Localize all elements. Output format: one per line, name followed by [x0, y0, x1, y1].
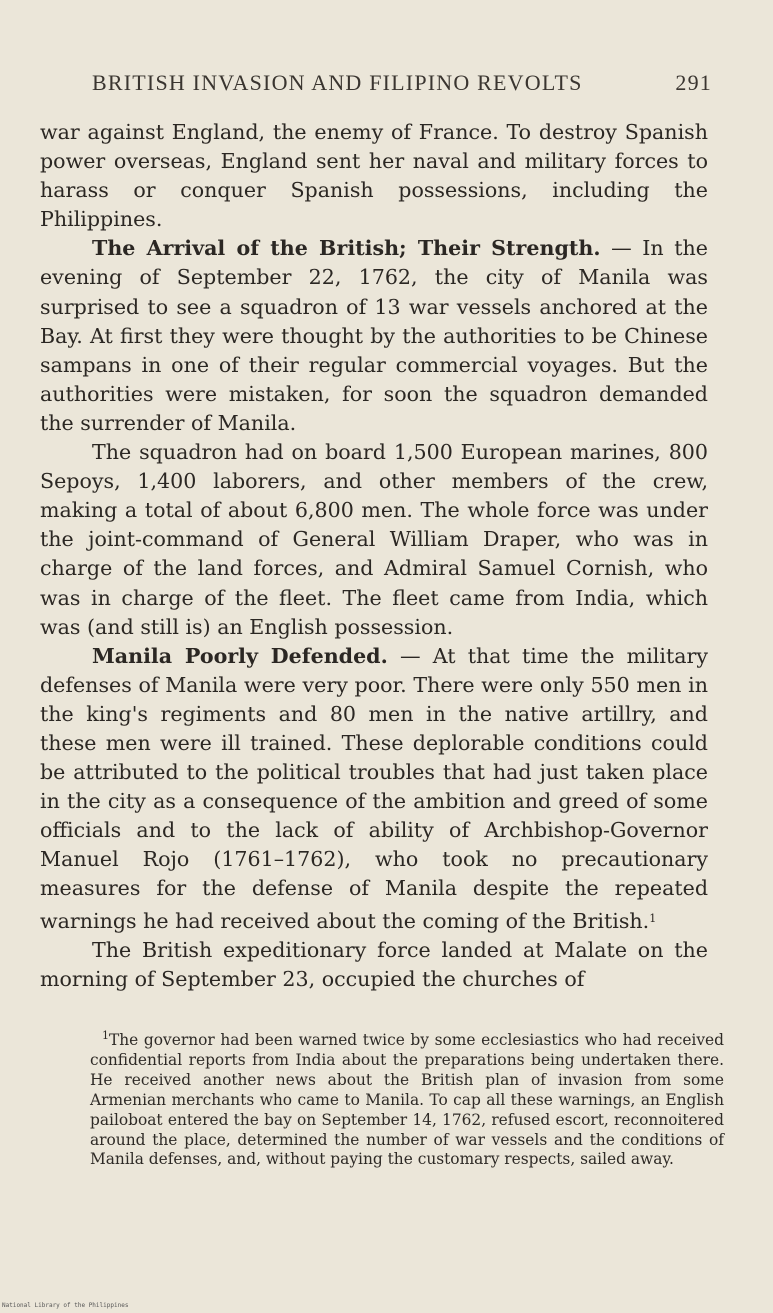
paragraph-4-text: — At that time the military defenses of Manila were very poor. There were only 550 men in the king's regiments and 80 men in the native artillry, and these men were ill trained. These deplorable conditions could be attributed to the political troubles that had just taken place in the city as a consequence of the ambition and greed of some officials and to the lack of ability of Archbishop-Governor Manuel Rojo (1761–1762), who took no precautionary measures for the defense of Manila despite the repeated warnings he had received about the coming of the British.	[40, 643, 709, 933]
paragraph-1	[40, 118, 708, 234]
paragraph-5	[40, 936, 708, 994]
paragraph-3-text: The squadron had on board 1,500 European marines, 800 Sepoys, 1,400 laborers, and other members of the crew, making a total of about 6,800 men. The whole force was under the joint-command of General William Draper, who was in charge of the land forces, and Admiral Samuel Cornish, who was in charge of the fleet. The fleet came from India, which was (and still is) an English possession.	[40, 440, 708, 639]
paragraph-1-text: war against England, the enemy of France. To destroy Spanish power overseas, England sent her naval and military forces to harass or conquer Spanish possessions, including the Philippines.	[40, 120, 708, 232]
paragraph-2	[40, 234, 708, 438]
footnote-1	[90, 1026, 724, 1170]
paragraph-5-text: The British expeditionary force landed at Malate on the morning of September 23, occupied the churches of	[40, 937, 708, 991]
paragraph-3	[40, 438, 708, 642]
section-heading-defenses: Manila Poorly Defended.	[92, 643, 388, 668]
footnote-reference: 1	[649, 911, 657, 925]
paragraph-4	[40, 642, 708, 936]
section-heading-arrival: The Arrival of the British; Their Strength.	[92, 236, 601, 261]
paragraph-2-text: — In the evening of September 22, 1762, the city of Manila was surprised to see a squadron of 13 war vessels anchored at the Bay. At first they were thought by the authorities to be Chinese sampans in one of their regular commercial voyages. But the authorities were mistaken, for soon the squadron demanded the surrender of Manila.	[40, 236, 708, 435]
footnote-1-text: The governor had been warned twice by some ecclesiastics who had received confidential reports from India about the preparations being undertaken there. He received another news about the British plan of invasion from some Armenian merchants who came to Manila. To cap all these warnings, an English pailoboat entered the bay on September 14, 1762, refused escort, reconnoitered around the place, determined the number of war vessels and the conditions of Manila defenses, and, without paying the customary respects, sailed away.	[90, 1031, 724, 1169]
page-number: 291	[675, 70, 712, 95]
footnote-marker: 1	[102, 1029, 109, 1042]
running-head	[92, 70, 712, 96]
footnotes	[90, 1026, 724, 1170]
body-text	[40, 118, 708, 994]
running-head-title: BRITISH INVASION AND FILIPINO REVOLTS	[92, 70, 583, 95]
library-credit: National Library of the Philippines	[2, 1302, 129, 1309]
